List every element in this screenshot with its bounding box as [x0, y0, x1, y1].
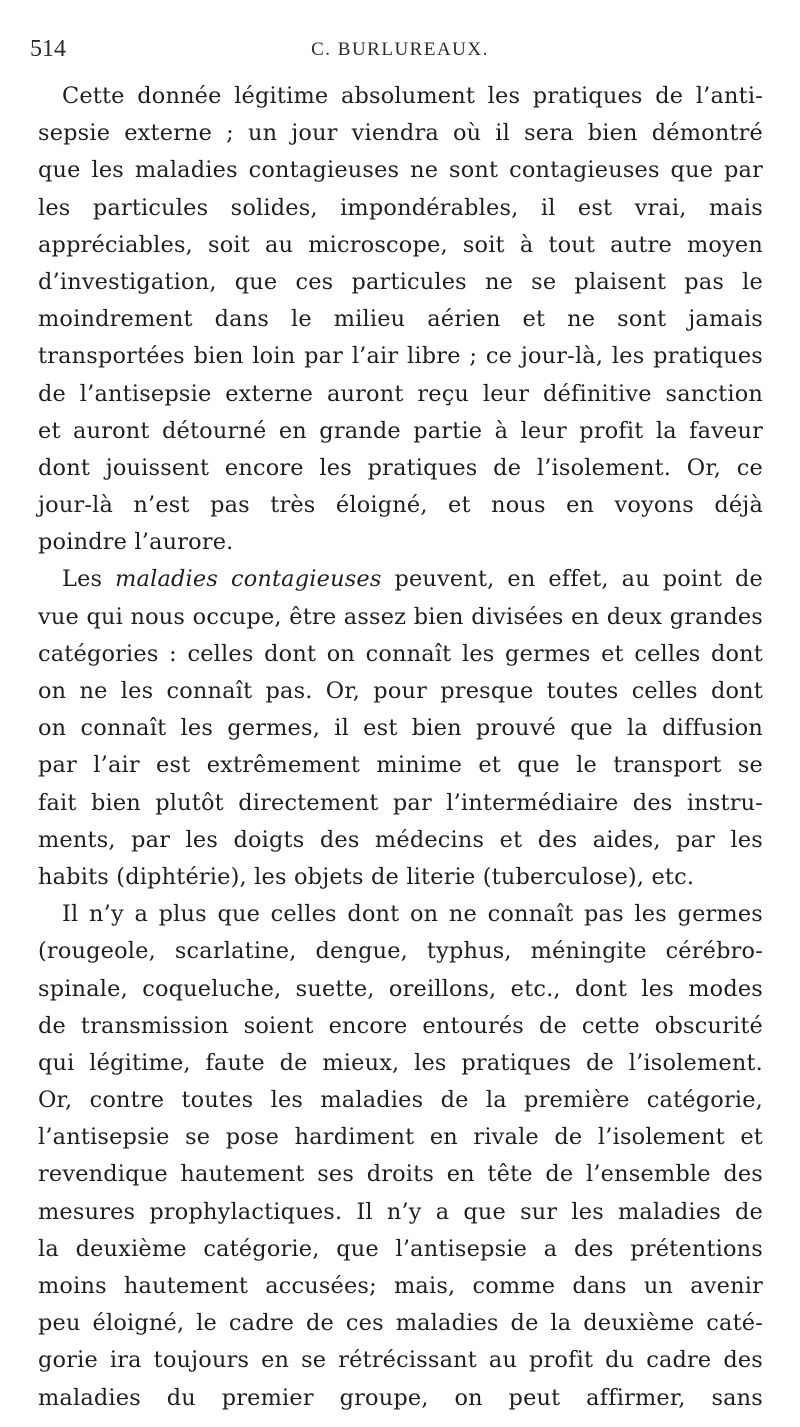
body-text [38, 78, 763, 1417]
text-line: transportées bien loin par l’air libre ; ce jour-là, les pratiques [38, 343, 763, 370]
text-line: habits (diphtérie), les objets de literie (tuberculose), etc. [38, 863, 695, 890]
text-line: appréciables, soit au microscope, soit à tout autre moyen [38, 231, 763, 258]
text-line-with-italic [38, 561, 763, 598]
text-line: vue qui nous occupe, être assez bien divisées en deux grandes [38, 603, 763, 630]
text-line: moins hautement accusées; mais, comme dans un avenir [38, 1273, 763, 1299]
text-line: revendique hautement ses droits en tête de l’ensemble des [38, 1161, 763, 1188]
text-line: moindrement dans le milieu aérien et ne sont jamais [38, 306, 763, 333]
text-line: de transmission soient encore entourés de cette obscurité [38, 1012, 763, 1039]
text-line: par l’air est extrêmement minime et que le transport se [38, 752, 763, 779]
text-line: on connaît les germes, il est bien prouvé que la diffusion [38, 715, 763, 742]
text-line: Cette donnée légitime absolument les pratiques de l’anti- [62, 83, 763, 109]
text-line: Il n’y a plus que celles dont on ne connaît pas les germes [62, 901, 763, 928]
text-line: poindre l’aurore. [38, 529, 234, 556]
text-line: maladies du premier groupe, on peut affirmer, sans [38, 1384, 763, 1411]
text-line: sepsie externe ; un jour viendra où il sera bien démontré [38, 120, 763, 147]
text-line: et auront détourné en grande partie à leur profit la faveur [38, 417, 763, 444]
page-header [30, 36, 770, 66]
text-line: qui légitime, faute de mieux, les pratiques de l’isolement. [38, 1049, 763, 1076]
text-line: (rougeole, scarlatine, dengue, typhus, méningite cérébro- [38, 938, 763, 965]
text-line: fait bien plutôt directement par l’intermédiaire des instru- [38, 789, 763, 816]
page-number: 514 [30, 36, 66, 62]
text-fragment: peuvent, en effet, au point de [394, 566, 763, 593]
text-line: la deuxième catégorie, que l’antisepsie a des prétentions [38, 1235, 763, 1262]
text-line: ments, par les doigts des médecins et des aides, par les [38, 826, 763, 853]
text-line: dont jouissent encore les pratiques de l’isolement. Or, ce [38, 454, 763, 481]
text-line: on ne les connaît pas. Or, pour presque toutes celles dont [38, 678, 763, 704]
text-line: gorie ira toujours en se rétrécissant au profit du cadre des [38, 1347, 763, 1374]
text-line: peu éloigné, le cadre de ces maladies de la deuxième caté- [38, 1310, 763, 1337]
text-line: Or, contre toutes les maladies de la première catégorie, [38, 1087, 763, 1114]
text-line: que les maladies contagieuses ne sont contagieuses que par [38, 157, 763, 184]
text-line: l’antisepsie se pose hardiment en rivale de l’isolement et [38, 1124, 763, 1151]
text-line: catégories : celles dont on connaît les germes et celles dont [38, 640, 763, 667]
text-line: d’investigation, que ces particules ne se plaisent pas le [38, 268, 763, 295]
running-head: C. BURLUREAUX. [311, 39, 489, 60]
italic-term: maladies contagieuses [115, 566, 382, 593]
text-line: de l’antisepsie externe auront reçu leur définitive sanction [38, 380, 763, 407]
text-line: mesures prophylactiques. Il n’y a que sur les maladies de [38, 1198, 763, 1225]
text-line: jour-là n’est pas très éloigné, et nous en voyons déjà [38, 492, 763, 519]
text-line: les particules solides, impondérables, il est vrai, mais [38, 194, 763, 221]
text-fragment: Les [62, 566, 103, 593]
text-line: spinale, coqueluche, suette, oreillons, etc., dont les modes [38, 975, 763, 1002]
